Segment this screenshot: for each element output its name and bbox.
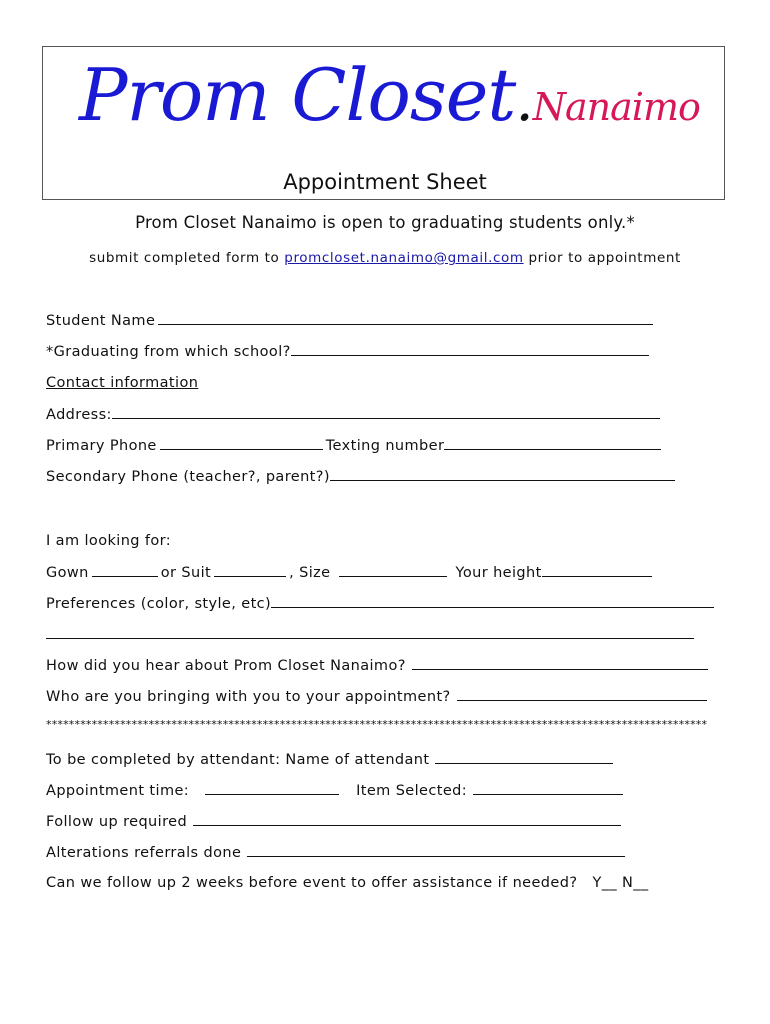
primary-phone-label: Primary Phone	[46, 438, 157, 454]
logo-dot: .	[515, 66, 533, 134]
school-label: *Graduating from which school?	[46, 344, 291, 360]
how-heard-row	[46, 656, 711, 675]
submit-instructions	[0, 250, 770, 266]
page-title: Appointment Sheet	[283, 170, 487, 194]
logo-main-text: Prom Closet	[79, 53, 516, 137]
follow-up-row	[46, 812, 624, 831]
alterations-row	[46, 843, 628, 862]
gown-label: Gown	[46, 565, 89, 581]
height-label: Your height	[455, 565, 542, 581]
suit-field[interactable]	[214, 563, 286, 577]
secondary-phone-field[interactable]	[330, 467, 675, 481]
address-field[interactable]	[112, 405, 660, 419]
appointment-row	[46, 781, 626, 800]
school-row	[46, 342, 652, 361]
bringing-label: Who are you bringing with you to your appointment?	[46, 689, 451, 705]
alterations-label: Alterations referrals done	[46, 845, 242, 861]
gown-field[interactable]	[92, 563, 158, 577]
submit-before: submit completed form to	[89, 250, 280, 266]
preferences-row	[46, 594, 717, 613]
preferences-continued-row	[46, 625, 697, 644]
texting-number-label: Texting number	[325, 438, 445, 454]
size-label: , Size	[289, 565, 331, 581]
texting-number-field[interactable]	[444, 436, 661, 450]
school-field[interactable]	[291, 342, 649, 356]
item-selected-label: Item Selected:	[356, 783, 468, 799]
how-heard-field[interactable]	[412, 656, 708, 670]
address-row	[46, 405, 663, 424]
intro-text: Prom Closet Nanaimo is open to graduating students only.*	[135, 213, 635, 232]
height-field[interactable]	[542, 563, 652, 577]
preferences-label: Preferences (color, style, etc)	[46, 596, 272, 612]
suit-label: or Suit	[160, 565, 212, 581]
attendant-field[interactable]	[435, 750, 613, 764]
preferences-field[interactable]	[271, 594, 714, 608]
secondary-phone-label: Secondary Phone (teacher?, parent?)	[46, 469, 330, 485]
address-label: Address:	[46, 407, 112, 423]
size-field[interactable]	[339, 563, 447, 577]
preferences-continued-field[interactable]	[46, 625, 694, 639]
phone-row	[46, 436, 664, 455]
follow-up-question-row	[46, 874, 649, 892]
attendant-label: To be completed by attendant: Name of attendant	[46, 752, 430, 768]
follow-up-question-label: Can we follow up 2 weeks before event to offer assistance if needed?	[46, 875, 578, 891]
bringing-field[interactable]	[457, 687, 707, 701]
contact-heading: Contact information	[46, 375, 199, 391]
yes-option[interactable]: Y__	[592, 875, 618, 891]
alterations-field[interactable]	[247, 843, 625, 857]
appointment-time-label: Appointment time:	[46, 783, 190, 799]
follow-up-field[interactable]	[193, 812, 621, 826]
logo	[79, 53, 700, 137]
email-link[interactable]: promcloset.nanaimo@gmail.com	[284, 250, 524, 266]
student-name-field[interactable]	[158, 311, 653, 325]
attendant-row	[46, 750, 616, 769]
item-selected-field[interactable]	[473, 781, 623, 795]
student-name-row	[46, 311, 656, 330]
appointment-time-field[interactable]	[205, 781, 339, 795]
garment-row	[46, 563, 655, 582]
student-name-label: Student Name	[46, 313, 156, 329]
logo-sub-text: Nanaimo	[532, 85, 700, 129]
primary-phone-field[interactable]	[160, 436, 323, 450]
secondary-phone-row	[46, 467, 678, 486]
submit-after: prior to appointment	[528, 250, 681, 266]
bringing-row	[46, 687, 710, 706]
looking-for-label: I am looking for:	[46, 533, 172, 549]
how-heard-label: How did you hear about Prom Closet Nanaimo?	[46, 658, 406, 674]
separator: ********************************************************************************************************************	[46, 718, 708, 731]
follow-up-label: Follow up required	[46, 814, 188, 830]
no-option[interactable]: N__	[622, 875, 649, 891]
